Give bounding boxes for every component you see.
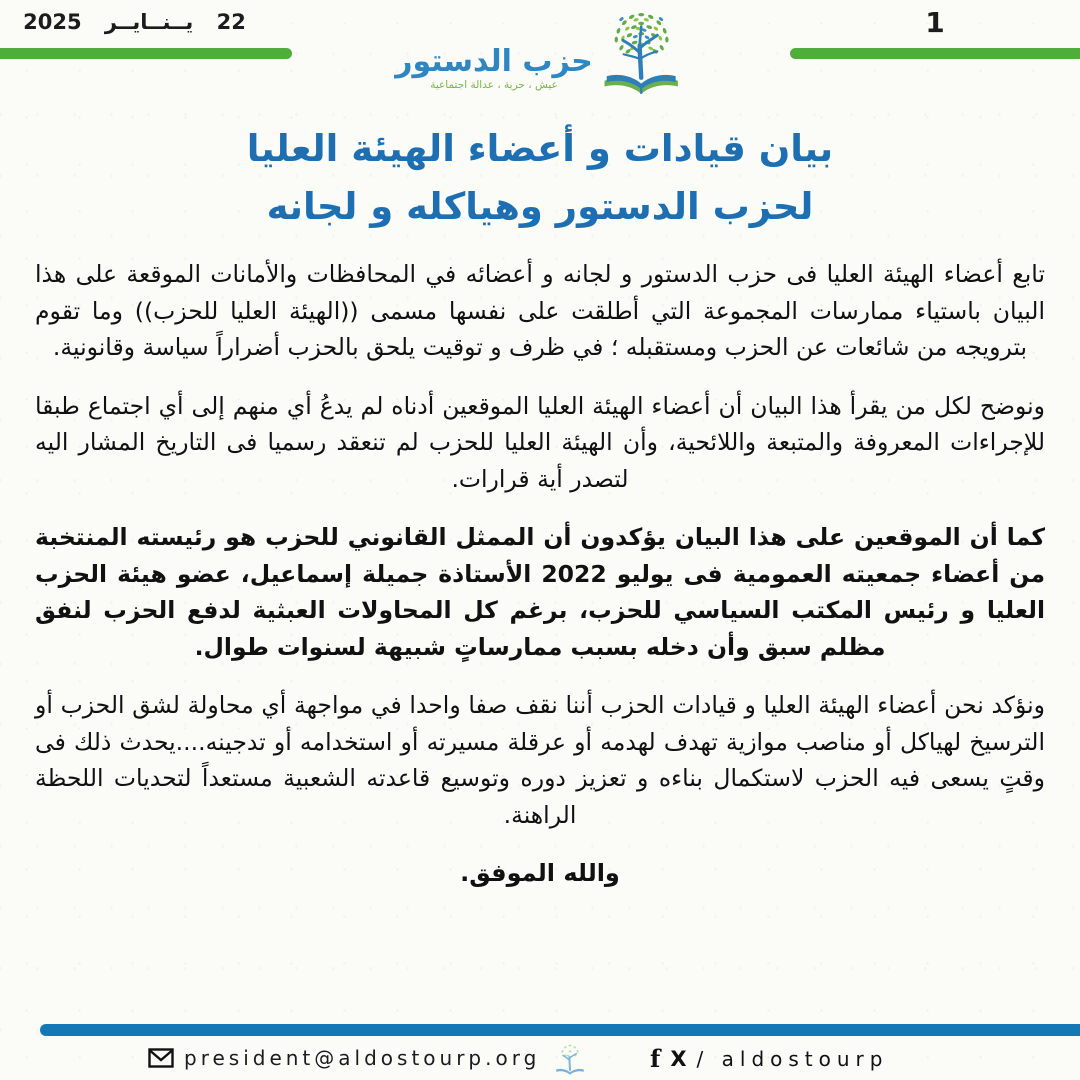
footer-social[interactable]	[650, 1044, 888, 1073]
party-logo-text	[395, 43, 593, 91]
statement-paragraph-1: تابع أعضاء الهيئة العليا فى حزب الدستور و لجانه و أعضائه في المحافظات والأمانات الموقعة على هذا البيان باستياء ممارسات المجموعة التي أطلقت على نفسها مسمى ((الهيئة العليا للحزب)) وما تقوم بترويجه من شائعات عن الحزب ومستقبله ؛ في ظرف و توقيت يلحق بالحزب أضراراً سياسة وقانونية.	[35, 260, 1045, 361]
envelope-icon	[148, 1048, 174, 1068]
green-divider-right	[790, 48, 1080, 59]
footer-mini-logo	[552, 1042, 588, 1080]
statement-title	[0, 120, 1080, 236]
statement-title-line2: لحزب الدستور وهياكله و لجانه	[266, 185, 814, 228]
statement-paragraph-2: ونوضح لكل من يقرأ هذا البيان أن أعضاء الهيئة العليا الموقعين أدناه لم يدعُ أي منهم إلى أي اجتماع طبقا للإجراءات المعروفة والمتبعة واللائحية، وأن الهيئة العليا للحزب لم تنعقد رسميا فى التاريخ المشار اليه لتصدر أية قرارات.	[35, 391, 1045, 493]
document-date: 22 يــنــايــر 2025	[23, 10, 246, 34]
x-twitter-icon[interactable]: X	[670, 1046, 687, 1071]
party-logo	[395, 6, 685, 104]
tree-book-logo-icon	[597, 6, 685, 104]
party-tagline: عيش ، حرية ، عدالة اجتماعية	[430, 78, 558, 91]
statement-paragraph-4: ونؤكد نحن أعضاء الهيئة العليا و قيادات الحزب أننا نقف صفا واحدا في مواجهة أي محاولة لشق الحزب أو الترسيخ لهياكل أو مناصب موازية تهدف لهدمه أو عرقلة مسيرته أو استخدامه أو تدجينه....يحدث ذلك فى وقتٍ يسعى فيه الحزب لاستكمال بناءه و تعزيز دوره وتوسيع قاعدته الشعبية مستعداً لتحديات اللحظة الراهنة.	[35, 691, 1045, 829]
blue-divider-footer	[40, 1024, 1080, 1036]
social-handle-text[interactable]: / aldostourp	[696, 1046, 889, 1071]
footer	[0, 1042, 1080, 1080]
statement-title-line1: بيان قيادات و أعضاء الهيئة العليا	[246, 127, 834, 170]
statement-closing: والله الموفق.	[460, 859, 620, 887]
facebook-icon[interactable]: f	[650, 1044, 661, 1073]
green-divider-left	[0, 48, 292, 59]
footer-email[interactable]	[148, 1046, 540, 1070]
party-name: حزب الدستور	[395, 43, 593, 79]
page-number: 1	[925, 6, 945, 39]
statement-body	[35, 256, 1045, 914]
footer-email-text[interactable]: president@aldostourp.org	[184, 1046, 541, 1070]
statement-paragraph-3: كما أن الموقعين على هذا البيان يؤكدون أن الممثل القانوني للحزب هو رئيسته المنتخبة من أعضاء جمعيته العمومية فى يوليو 2022 الأستاذة جميلة إسماعيل، عضو هيئة الحزب العليا و رئيس المكتب السياسي للحزب، برغم كل المحاولات العبثية لدفع الحزب لنفق مظلم سبق وأن دخله بسبب ممارساتٍ شبيهة لسنوات طوال.	[35, 523, 1045, 661]
